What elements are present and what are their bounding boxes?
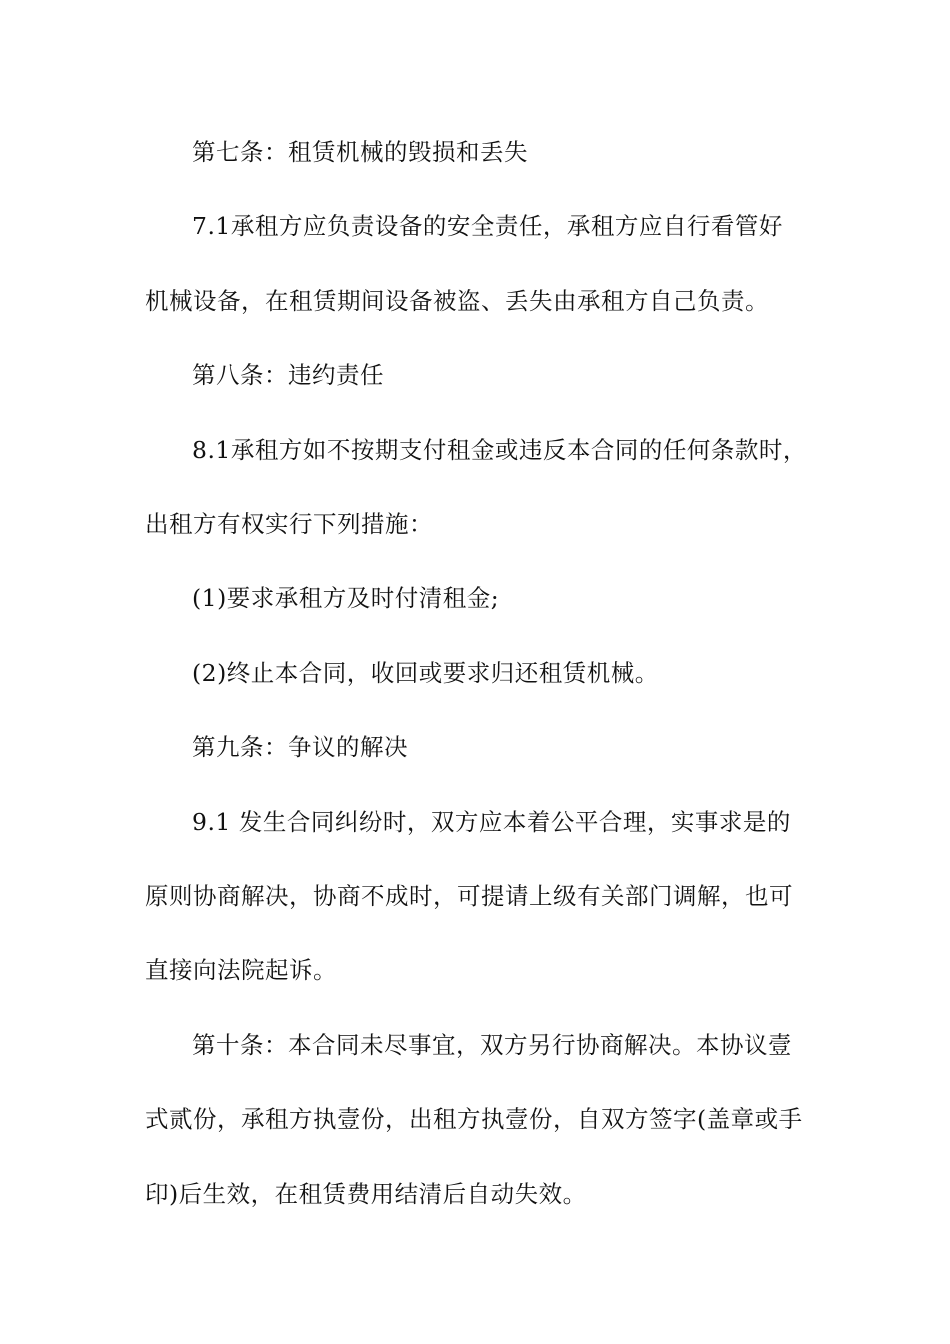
clause-7-1-line-2: 机械设备，在租赁期间设备被盗、丢失由承租方自己负责。 (145, 287, 769, 315)
article-7-heading: 第七条：租赁机械的毁损和丢失 (192, 138, 528, 166)
clause-7-1-line-1: 7.1承租方应负责设备的安全责任，承租方应自行看管好 (192, 212, 783, 240)
article-9-heading: 第九条：争议的解决 (192, 733, 408, 761)
clause-8-1-line-1: 8.1承租方如不按期支付租金或违反本合同的任何条款时， (192, 436, 807, 464)
article-10-line-2: 式贰份，承租方执壹份，出租方执壹份，自双方签字(盖章或手 (145, 1105, 803, 1133)
article-10-line-3: 印)后生效，在租赁费用结清后自动失效。 (145, 1180, 587, 1208)
article-10-line-1: 第十条：本合同未尽事宜，双方另行协商解决。本协议壹 (192, 1031, 792, 1059)
measure-2: (2)终止本合同，收回或要求归还租赁机械。 (192, 659, 659, 687)
clause-9-1-line-2: 原则协商解决，协商不成时，可提请上级有关部门调解，也可 (145, 882, 793, 910)
clause-9-1-line-3: 直接向法院起诉。 (145, 956, 337, 984)
clause-8-1-line-2: 出租方有权实行下列措施： (145, 510, 433, 538)
measure-1: (1)要求承租方及时付清租金; (192, 584, 500, 612)
clause-9-1-line-1: 9.1 发生合同纠纷时，双方应本着公平合理，实事求是的 (192, 808, 791, 836)
article-8-heading: 第八条：违约责任 (192, 361, 384, 389)
